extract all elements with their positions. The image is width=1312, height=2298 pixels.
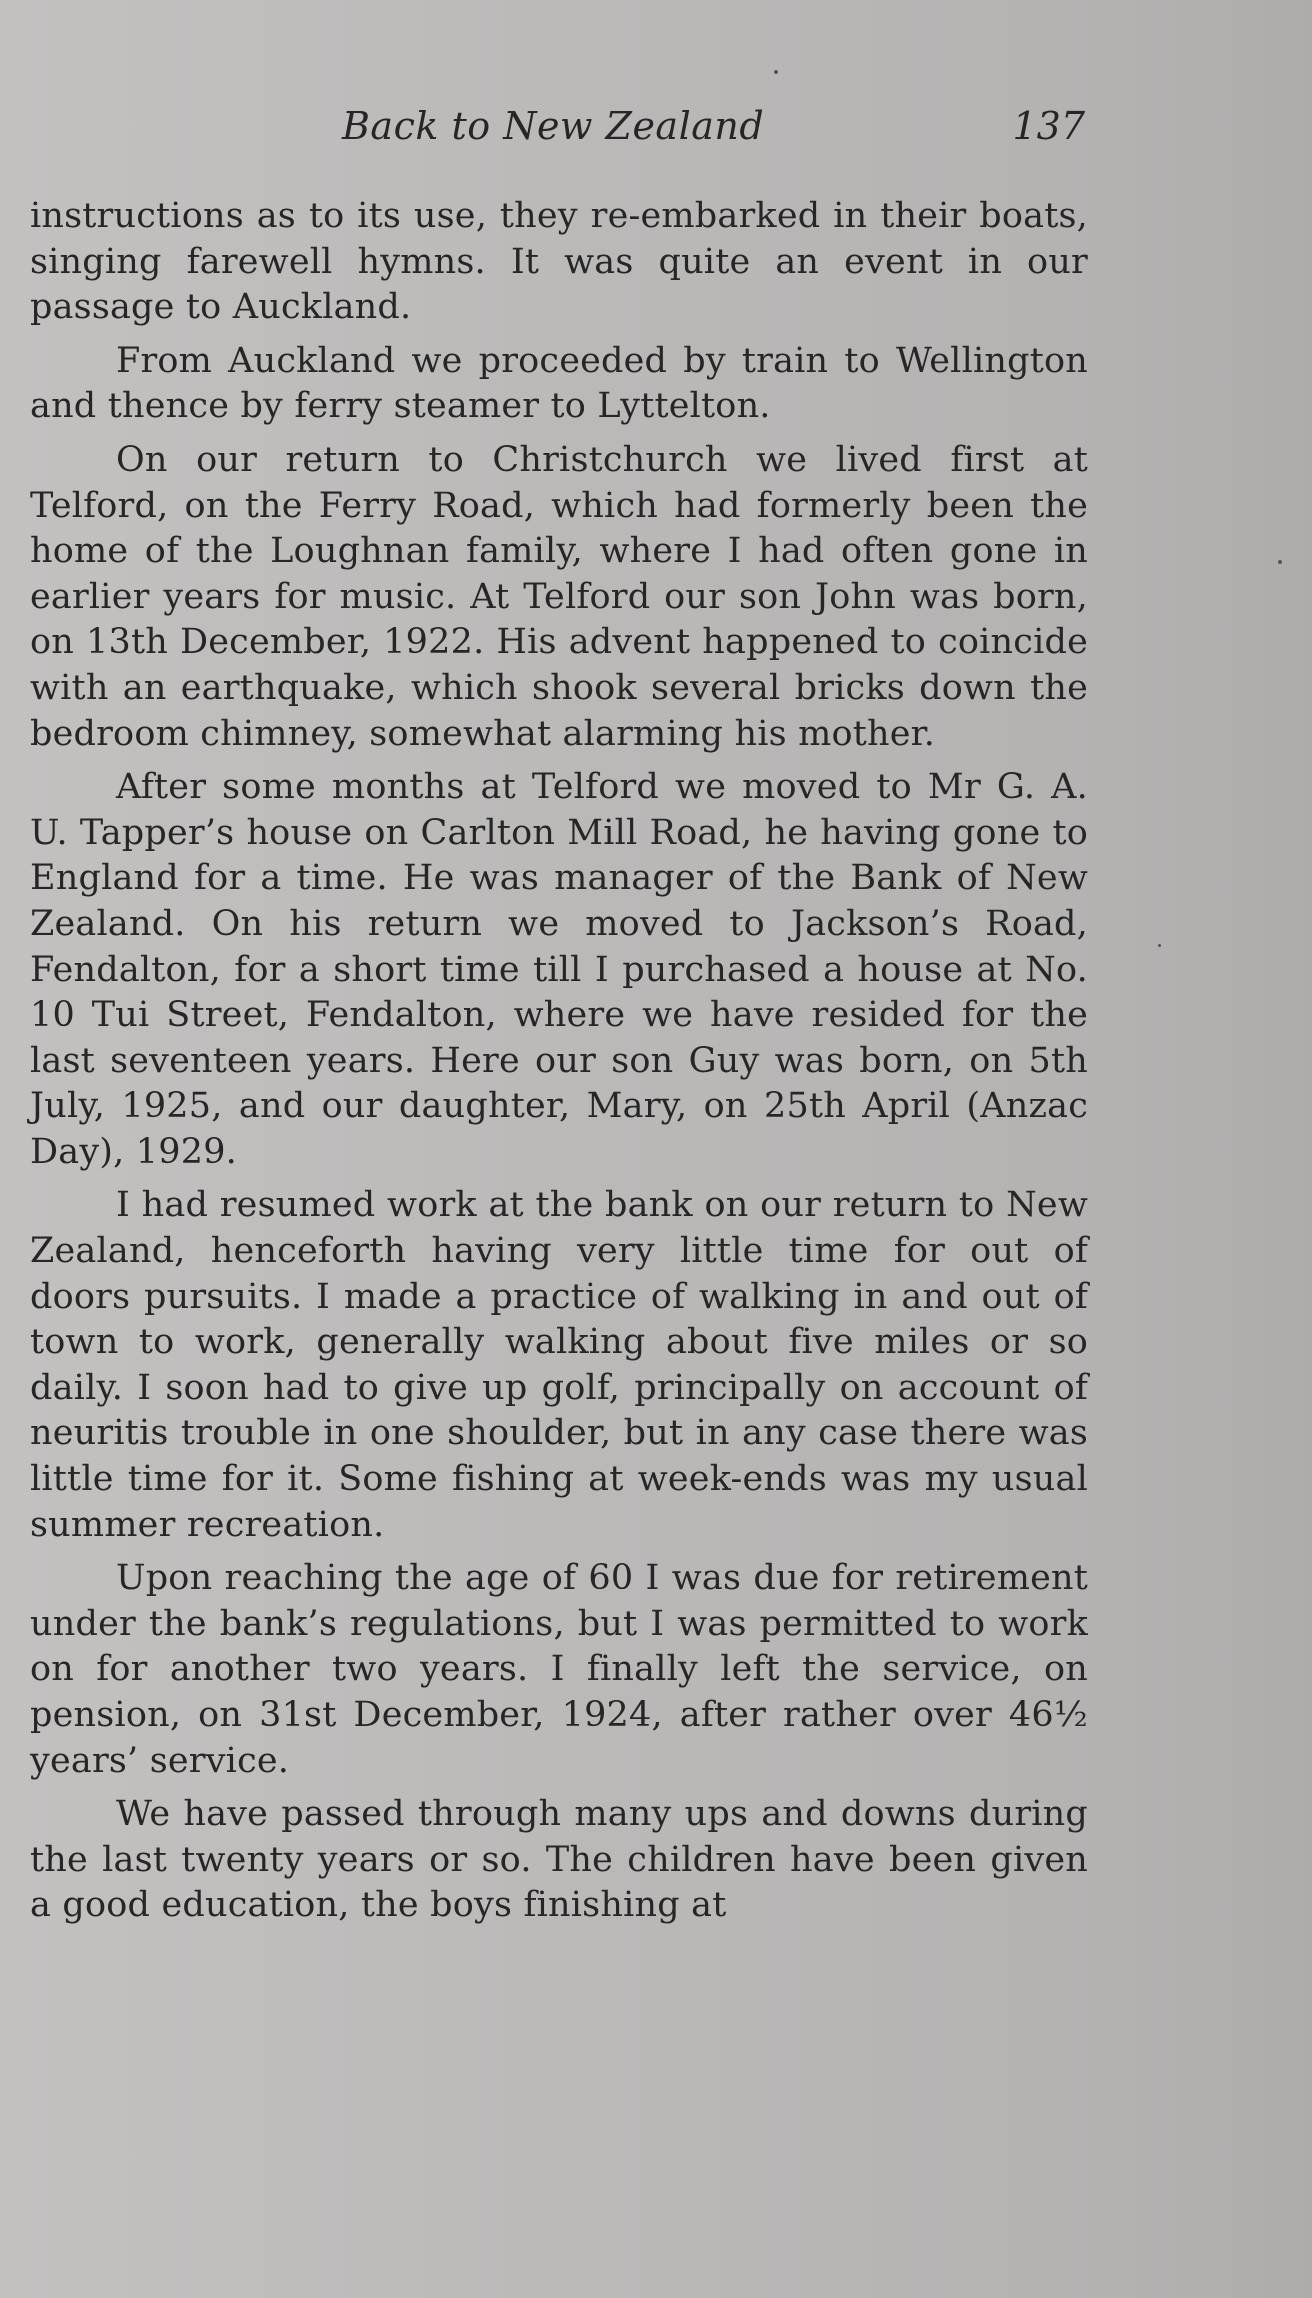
paragraph: On our return to Christchurch we lived first at Telford, on the Ferry Road, which had formerly been the home of the Loughnan family, where I had often gone in earlier years for music. At Telford our son John was born, on 13th December, 1922. His advent happened to coincide with an earthquake, which shook several bricks down the bedroom chimney, somewhat alarming his mother. [30,439,1088,754]
running-title: Back to New Zealand [342,104,765,148]
paragraph: I had resumed work at the bank on our return to New Zealand, henceforth having very little time for out of doors pursuits. I made a practice of walking in and out of town to work, generally walking about five miles or so daily. I soon had to give up golf, principally on account of neuritis trouble in one shoulder, but in any case there was little time for it. Some fishing at week-ends was my usual summer recreation. [30,1185,1088,1545]
paragraph: We have passed through many ups and downs during the last twenty years or so. The children have been given a good education, the boys finishing at [30,1794,1088,1926]
paper-speck [1158,944,1161,947]
paper-speck [1278,560,1282,564]
paragraph: Upon reaching the age of 60 I was due for retirement under the bank’s regulations, but I was permitted to work on for another two years. I finally left the service, on pension, on 31st December, 1924, after rather over 46½ years’ service. [30,1558,1088,1781]
paragraph: From Auckland we proceeded by train to Wellington and thence by ferry steamer to Lyttelton. [30,340,1088,427]
paragraph-continued: instructions as to its use, they re-embarked in their boats, singing farewell hymns. It was quite an event in our passage to Auckland. [30,196,1088,328]
page-number: 137 [1012,104,1085,148]
paper-speck [774,70,778,74]
running-header [30,104,1085,154]
paragraph: After some months at Telford we moved to Mr G. A. U. Tapper’s house on Carlton Mill Road, he having gone to England for a time. He was manager of the Bank of New Zealand. On his return we moved to Jackson’s Road, Fendalton, for a short time till I purchased a house at No. 10 Tui Street, Fendalton, where we have resided for the last seventeen years. Here our son Guy was born, on 5th July, 1925, and our daughter, Mary, on 25th April (Anzac Day), 1929. [30,767,1088,1172]
body-text [30,194,1088,1937]
